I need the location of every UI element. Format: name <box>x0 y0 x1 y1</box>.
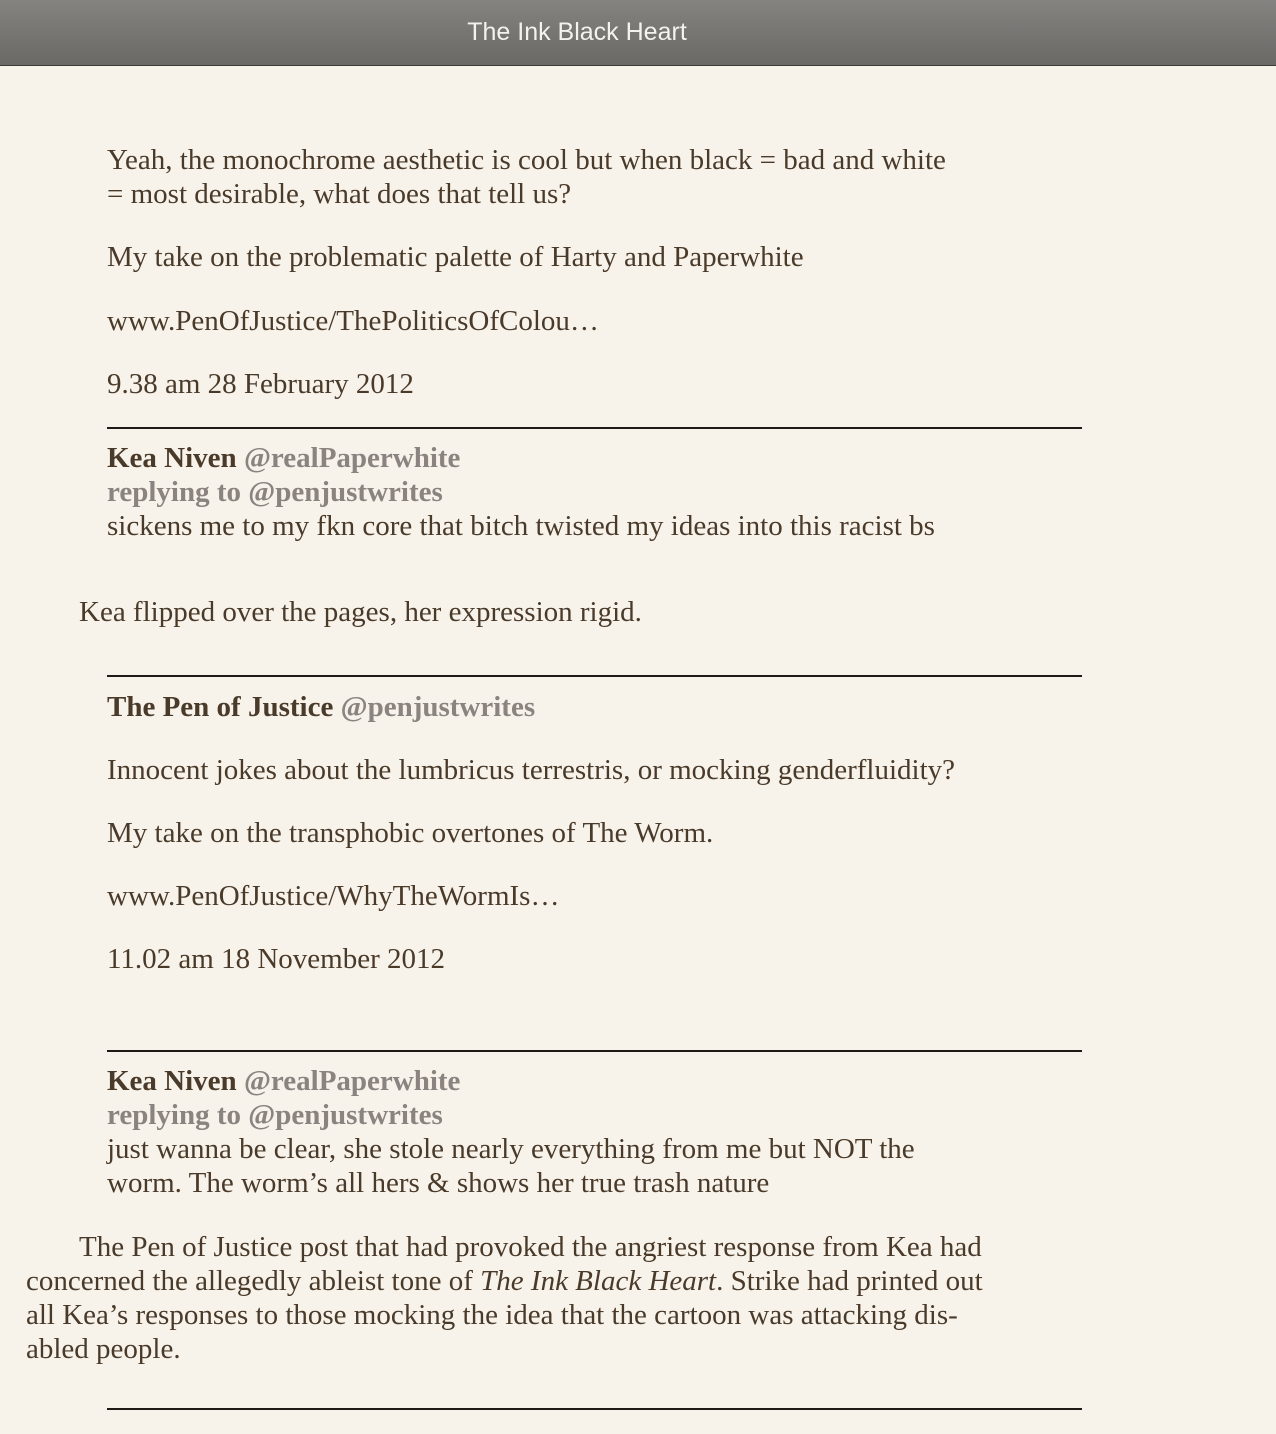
tweet-timestamp: 9.38 am 28 February 2012 <box>107 368 414 400</box>
narration-line: The Pen of Justice post that had provoked the angriest response from Kea had <box>79 1231 982 1263</box>
author-name: The Pen of Justice <box>107 691 334 723</box>
narration-line <box>26 1264 983 1298</box>
author-handle: @realPaperwhite <box>243 442 461 474</box>
replying-to: replying to @penjustwrites <box>107 1099 443 1131</box>
reply-text: sickens me to my fkn core that bitch twisted my ideas into this racist bs <box>107 510 935 542</box>
book-title-italic: The Ink Black Heart <box>480 1265 717 1297</box>
author-name: Kea Niven <box>107 1065 237 1097</box>
narration-text: Kea flipped over the pages, her expression rigid. <box>79 596 642 628</box>
divider <box>107 1408 1082 1410</box>
narration-line: all Kea’s responses to those mocking the idea that the cartoon was attacking dis- <box>26 1299 958 1331</box>
author-handle: @realPaperwhite <box>243 1065 461 1097</box>
tweet-text-line: = most desirable, what does that tell us? <box>107 178 572 210</box>
tweet-text: My take on the problematic palette of Harty and Paperwhite <box>107 241 804 273</box>
divider <box>107 427 1082 429</box>
window-title: The Ink Black Heart <box>467 18 687 46</box>
tweet-text: My take on the transphobic overtones of The Worm. <box>107 817 714 849</box>
narration-text: concerned the allegedly ableist tone of <box>26 1265 481 1297</box>
tweet-timestamp: 11.02 am 18 November 2012 <box>107 943 446 975</box>
author-handle: @penjustwrites <box>340 691 536 723</box>
window-title-bar <box>0 0 1276 66</box>
tweet-text: Innocent jokes about the lumbricus terrestris, or mocking genderfluidity? <box>107 754 956 786</box>
reply-author <box>107 1064 460 1098</box>
narration-text: . Strike had printed out <box>716 1265 983 1297</box>
reply-author <box>107 441 460 475</box>
tweet-text-line: Yeah, the monochrome aesthetic is cool but when black = bad and white <box>107 144 946 176</box>
author-name: Kea Niven <box>107 442 237 474</box>
replying-to: replying to @penjustwrites <box>107 476 443 508</box>
reply-text-line: just wanna be clear, she stole nearly everything from me but NOT the <box>107 1133 915 1165</box>
reply-text-line: worm. The worm’s all hers & shows her true trash nature <box>107 1167 770 1199</box>
divider <box>107 675 1082 677</box>
tweet-link: www.PenOfJustice/WhyTheWormIs… <box>107 880 560 912</box>
tweet-link: www.PenOfJustice/ThePoliticsOfColou… <box>107 305 599 337</box>
tweet-author <box>107 690 535 724</box>
narration-line: abled people. <box>26 1333 181 1365</box>
divider <box>107 1050 1082 1052</box>
